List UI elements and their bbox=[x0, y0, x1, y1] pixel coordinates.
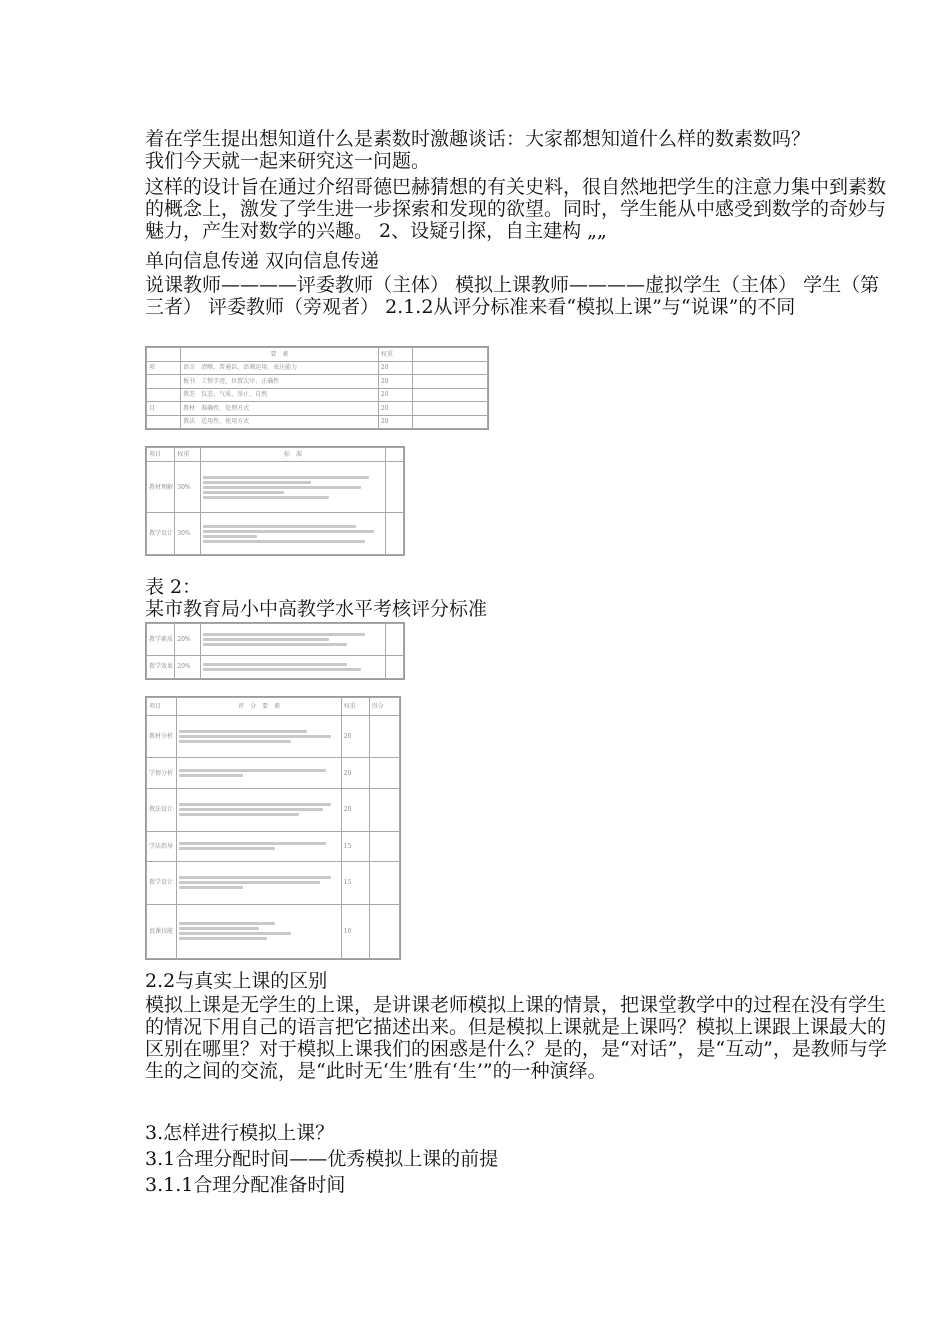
table-header-cell: 项目 bbox=[147, 448, 175, 462]
table-cell: 教学设计 bbox=[147, 862, 177, 904]
table-cell: 20 bbox=[378, 402, 412, 416]
table-cell: 20 bbox=[378, 375, 412, 389]
table-cell: 20 bbox=[378, 388, 412, 402]
section-heading: 3.1.1合理分配准备时间 bbox=[145, 1174, 346, 1196]
table-row bbox=[147, 462, 404, 513]
table-cell: 学法指导 bbox=[147, 831, 177, 862]
table-header-cell: 要 素 bbox=[181, 348, 379, 362]
table-row bbox=[147, 758, 400, 789]
table-row bbox=[147, 789, 400, 831]
table-row bbox=[147, 862, 400, 904]
table-cell: 20 bbox=[341, 758, 369, 789]
table-cell: 教法设计 bbox=[147, 789, 177, 831]
paragraph: 模拟上课是无学生的上课，是讲课老师模拟上课的情景，把课堂教学中的过程在没有学生的情况下用自己的语言把它描述出来。但是模拟上课就是上课吗？模拟上课跟上课最大的区别在哪里？对于模拟上课我们的困惑是什么？是的，是“对话”，是“互动”，是教师与学生的之间的交流，是“此时无‘生’胜有‘生’”的一种演绎。 bbox=[145, 994, 887, 1082]
table-row bbox=[181, 415, 379, 429]
table-header-cell: 权重 bbox=[341, 698, 369, 716]
scanned-table-criteria bbox=[145, 346, 489, 430]
table-side-label: 项 bbox=[147, 361, 181, 375]
table-caption-title: 某市教育局小中高教学水平考核评分标准 bbox=[145, 598, 488, 620]
table-header-cell: 评 分 要 素 bbox=[177, 698, 341, 716]
table-row bbox=[147, 624, 404, 656]
table-header-cell bbox=[412, 348, 487, 362]
table-cell: 教材理解 bbox=[147, 462, 175, 513]
table-cell: 20% bbox=[175, 655, 201, 678]
table-cell: 20 bbox=[341, 716, 369, 758]
scanned-table-quality bbox=[145, 622, 405, 680]
table-cell: 适用性、使用方式 bbox=[201, 418, 250, 426]
table-row bbox=[181, 388, 379, 402]
section-heading: 3.1合理分配时间——优秀模拟上课的前提 bbox=[145, 1148, 499, 1170]
table-row bbox=[181, 375, 379, 389]
table-cell: 15 bbox=[341, 831, 369, 862]
table-cell: 20 bbox=[378, 415, 412, 429]
table-row bbox=[147, 655, 404, 678]
table-cell: 语言 bbox=[183, 364, 196, 372]
table-header-cell: 项目 bbox=[147, 698, 177, 716]
table-row bbox=[147, 513, 404, 555]
table-cell: 学情分析 bbox=[147, 758, 177, 789]
table-cell: 工整字迹、位置次序、正确性 bbox=[201, 377, 280, 385]
table-cell: 20% bbox=[175, 624, 201, 656]
paragraph: 说课教师————评委教师（主体） 模拟上课教师————虚拟学生（主体） 学生（第三者） 评委教师（旁观者） 2.1.2从评分标准来看“模拟上课”与“说课”的不同 bbox=[145, 274, 880, 318]
table-header-cell: 标 准 bbox=[200, 448, 385, 462]
table-cell: 10 bbox=[341, 904, 369, 958]
paragraph-line: 我们今天就一起来研究这一问题。 bbox=[145, 150, 431, 172]
table-cell: 30% bbox=[175, 462, 201, 513]
scanned-table-scoring bbox=[145, 696, 401, 960]
table-cell: 15 bbox=[341, 862, 369, 904]
table-cell: 30% bbox=[175, 513, 201, 555]
table-header-cell bbox=[147, 348, 181, 362]
table-cell: 仪态、气质、举止、自然 bbox=[201, 391, 268, 399]
paragraph-line: 着在学生提出想知道什么是素数时激趣谈话：大家都想知道什么样的数素数吗？ bbox=[145, 128, 811, 150]
table-cell: 清晰、普通话、语调运用、表达能力 bbox=[201, 364, 298, 372]
table-cell: 板书 bbox=[183, 377, 196, 385]
table-caption-label: 表 2： bbox=[145, 576, 202, 598]
table-cell: 教学素质 bbox=[147, 624, 175, 656]
table-side-label: 目 bbox=[147, 402, 181, 416]
table-row bbox=[147, 831, 400, 862]
table-cell: 教学效果 bbox=[147, 655, 175, 678]
table-cell: 准确性、处理方式 bbox=[201, 404, 250, 412]
paragraph-line: 单向信息传递 双向信息传递 bbox=[145, 250, 380, 272]
table-cell: 教法 bbox=[183, 418, 196, 426]
scanned-table-standards bbox=[145, 446, 405, 556]
table-cell: 20 bbox=[378, 361, 412, 375]
table-row bbox=[147, 904, 400, 958]
table-row bbox=[181, 402, 379, 416]
table-cell: 教学设计 bbox=[147, 513, 175, 555]
table-cell: 说课技能 bbox=[147, 904, 177, 958]
section-heading: 3.怎样进行模拟上课？ bbox=[145, 1122, 335, 1144]
table-row bbox=[147, 716, 400, 758]
table-header-cell: 权重 bbox=[378, 348, 412, 362]
table-cell: 教材分析 bbox=[147, 716, 177, 758]
table-cell: 教态 bbox=[183, 391, 196, 399]
table-row bbox=[181, 361, 379, 375]
paragraph: 这样的设计旨在通过介绍哥德巴赫猜想的有关史料，很自然地把学生的注意力集中到素数的概念上，激发了学生进一步探索和发现的欲望。同时，学生能从中感受到数学的奇妙与魅力，产生对数学的兴趣。 2、设疑引探，自主建构 „„ bbox=[145, 176, 887, 242]
table-header-cell: 权重 bbox=[175, 448, 201, 462]
table-header-cell: 得分 bbox=[369, 698, 399, 716]
table-cell: 教材 bbox=[183, 404, 196, 412]
table-cell: 20 bbox=[341, 789, 369, 831]
section-heading: 2.2与真实上课的区别 bbox=[145, 970, 328, 992]
